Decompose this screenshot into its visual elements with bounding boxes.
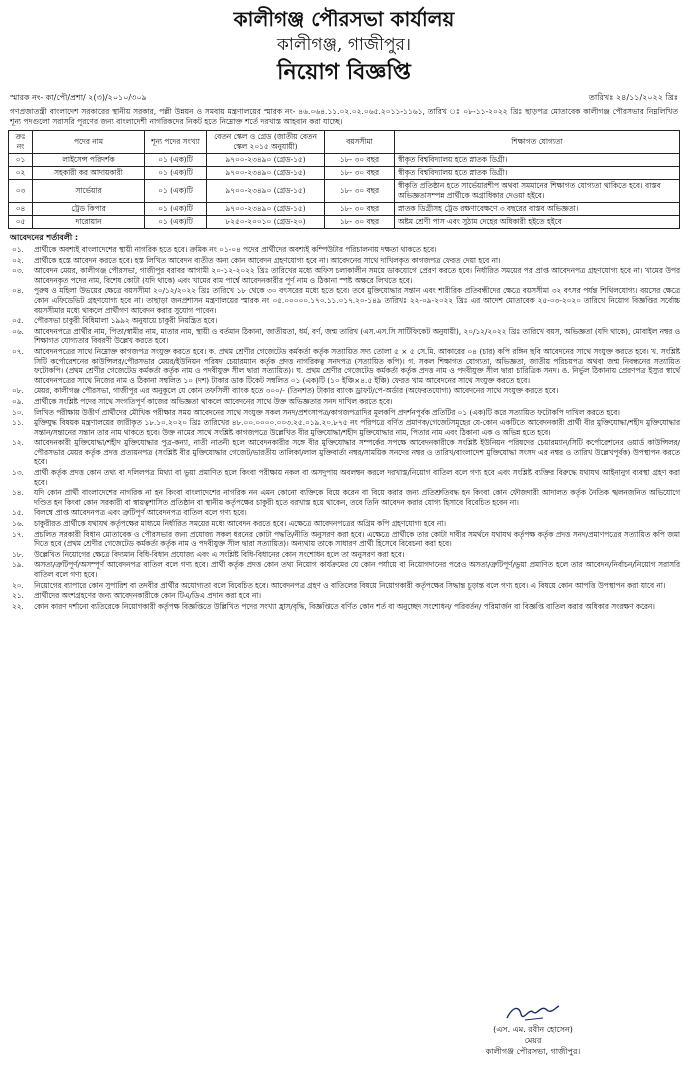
condition-text: পৌরসভা চাকুরী বিধিমালা ১৯৯২ অনুযায়ে চাকুরী নিয়ন্ত্রিত হবে। bbox=[34, 316, 218, 326]
intro-paragraph: গণপ্রজাতন্ত্রী বাংলাদেশ সরকারের স্থানীয় সরকার, পল্লী উন্নয়ন ও সমবায় মন্ত্রণালয়ের স্মারক নং- ৪৬.০৬৪.১১.০২.০২.০৬৫.২০১১-১১৬১, তারিখ ঃ ০৮-১১-২০২২ খ্রিঃ ছাড়পত্র মোতাবেক কালীগঞ্জ পৌরসভার নিম্নলিখিত শূন্য পদগুলো সরাসরি পূরণের জন্য বাংলাদেশী নাগরিকদের নিকট হতে নিম্নোক্ত শর্তে দরখাস্ত আহবান করা যাচ্ছে। bbox=[10, 107, 678, 126]
condition-item bbox=[8, 385, 680, 396]
condition-number: ১১. bbox=[12, 418, 24, 428]
condition-text: নিয়োগের ব্যাপারে কোন সুপারিশ বা তদবীর প্রার্থীর অযোগ্যতা বলে বিবেচিত হবে। আবেদনপত্র গ্রহণ ও বাতিলের বিষয়ে নিয়োগকারী কর্তৃপক্ষের সিদ্ধান্ত চূড়ান্ত বলে গণ্য হবে। এ বিষয়ে কোন আপত্তি উপস্থাপন করা যাবে না। bbox=[34, 580, 666, 590]
condition-text: যদি কোন প্রার্থী বাংলাদেশের নাগরিক না হন কিংবা বাংলাদেশের নাগরিক নন এমন কোনো ব্যক্তিকে বিয়ে করেন বা বিয়ে করার জন্য প্রতিশ্রুতিবদ্ধ হন কিংবা কোন ফৌজদারী আদালত কর্তৃক নৈতিক স্খলনজনিত অভিযোগে দণ্ডিত হন কিংবা কোন সরকারী বা স্বায়ত্বশাসিত প্রতিষ্ঠান বা স্থানীয় কর্তৃপক্ষের চাকুরী হতে বরখাস্ত হয়ে থাকেন, তবে তিনি আবেদন করার যোগ্য হিসাবে বিবেচিত হবেন না। bbox=[34, 488, 680, 507]
conditions-list bbox=[8, 244, 680, 611]
condition-number: ১৯. bbox=[12, 560, 24, 570]
cell-serial: ০২ bbox=[9, 167, 33, 180]
cell-qualification: স্বীকৃত বিশ্ববিদ্যালয় হতে স্নাতক ডিগ্রী। bbox=[395, 167, 680, 180]
col-qualification-header: শিক্ষাগত যোগ্যতা bbox=[395, 131, 680, 154]
cell-vacancy: ০১ (এক)টি bbox=[145, 180, 207, 203]
condition-item bbox=[8, 590, 680, 601]
condition-text: মুক্তিযুদ্ধ বিষয়ক মন্ত্রণালয়ের জারীকৃত ১৮.১০.২০২০ খ্রিঃ তারিখের ৪৮.০০.০০০০.০০৩.২৫.০১৯.২০.৮৭৫ নং পরিপত্রে বর্ণিত প্রমাণক/গেজেটসমূহের যে-কোন একটিতে আবেদনকারী প্রার্থী বীর মুক্তিযোদ্ধা/শহীদ মুক্তিযোদ্ধার সন্তান/সন্তানের সন্তান তার নাম থাকতে হবে। উক্ত নামের সাথে সংশ্লিষ্ট কাগজপত্রে উল্লেখিত বীর মুক্তিযোদ্ধা/শহীদ মুক্তিযোদ্ধার নাম, পিতার নাম এবং ঠিকানা এক ও অভিন্ন হতে হবে। bbox=[34, 418, 680, 437]
table-row bbox=[9, 180, 680, 203]
condition-number: ২২. bbox=[12, 601, 24, 611]
cell-vacancy: ০১ (এক)টি bbox=[145, 203, 207, 216]
condition-text: প্রার্থীদের অংশগ্রহণের জন্য আবেদনকারীকে কোন টিএ/ডিএ প্রদান করা হবে না। bbox=[34, 591, 262, 601]
cell-post-name: সহকারী কর আদায়কারী bbox=[33, 167, 145, 180]
condition-text: আবেদনপত্রের সাথে নিম্নোক্ত কাগজপত্র সংযুক্ত করতে হবে। ক. প্রথম শ্রেণীর গেজেটেড কর্মকর্তা কর্তৃক সত্যায়িত সদ্য তোলা ৫ × ৫ সে.মি. আকারের ০৪ (চার) কপি রঙ্গিন ছবি আবেদনের সাথে সংযুক্ত করতে হবে। খ. সংশ্লিষ্ট সিটি কর্পোরেশনের কাউন্সিলর/পৌরসভার মেয়র/ইউনিয়ন পরিষদ চেয়ারম্যান কর্তৃক প্রদত্ত নাগরিকত্ব সনদপত্র (সত্যায়িত কপি)। গ. সকল শিক্ষাগত যোগ্যতা, অভিজ্ঞতা, জাতীয় পরিচয়পত্র অথবা জন্ম নিবন্ধনের সত্যায়িত ফটোকপি। (প্রথম শ্রেণীর গেজেটেড কর্মকর্তা কর্তৃক নাম ও পদবীযুক্ত সীল দ্বারা সত্যায়িত)। ঘ. প্রথম শ্রেণীর গেজেটেড কর্মকর্তা কর্তৃক প্রদত্ত নাম ও পদবীযুক্ত সীল দ্বারা চারিত্রিক সনদ। ঙ. নির্ভুল ঠিকানায় প্রেরণপত্র ইস্যুর স্বার্থে আবেদনপত্রের সাথে নিজের নাম ও ঠিকানা সম্বলিত ১০ (দশ) টাকার ডাক টিকেট সম্বলিত ০১ (এক)টি (১০ ইঞ্চি×৪.৫ ইঞ্চি) ফেরত খাম আবেদনের সাথে সংযুক্ত করতে হবে। bbox=[34, 346, 680, 385]
condition-number: ১০. bbox=[12, 407, 24, 417]
cell-qualification: স্বীকৃত বিশ্ববিদ্যালয় হতে স্নাতক ডিগ্রী। bbox=[395, 154, 680, 167]
condition-item bbox=[8, 265, 680, 285]
condition-number: ১৬. bbox=[12, 519, 24, 529]
condition-number: ১৮. bbox=[12, 549, 24, 559]
condition-number: ০৪. bbox=[12, 286, 24, 296]
condition-text: লিখিত পরীক্ষায় উত্তীর্ণ প্রার্থীদের মৌখিক পরীক্ষার সময় আবেদনের সাথে সংযুক্ত সকল সনদ/প্রশংসাপত্র/কাগজপত্রাদির মূলকপি প্রদর্শনপূর্বক প্রতিটির ০১ (এক)টি করে সত্যায়িত ফটোকপি দাখিল করতে হবে। bbox=[34, 407, 620, 417]
condition-text: আবেদন মেয়র, কালীগঞ্জ পৌরসভা, গাজীপুর বরাবর আগামী ২০-১২-২০২২ খ্রিঃ তারিখের মধ্যে অফিস চলাকালীন সময়ে ডাকযোগে প্রেরণ করতে হবে। নির্ধারিত সময়ের পর প্রাপ্ত আবেদনপত্র গ্রহণযোগ্য হবে না। খামের উপর আবেদনকৃত পদের নাম, বিশেষ কোটা (যদি থাকে) এবং খামের বাম পার্শ্বে আবেদনকারীর পূর্ণ নাম ও ঠিকানা স্পষ্ট অক্ষরে লিখতে হবে। bbox=[34, 266, 680, 285]
condition-number: ১৭. bbox=[12, 529, 24, 539]
col-serial-header: ক্রঃ নং bbox=[9, 131, 33, 154]
condition-text: উল্লেখিত নিয়োগের ক্ষেত্রে বিদ্যমান বিধি-বিধান প্রযোজ্য এবং এ সংশ্লিষ্ট বিধি-বিধানের কোন সংশোধন হলে তা অনুসরণ করা হবে। bbox=[34, 549, 405, 559]
condition-item bbox=[8, 580, 680, 591]
condition-item bbox=[8, 285, 680, 315]
condition-text: অসত্য/ত্রুটিপূর্ণ/অসম্পূর্ণ আবেদনপত্র বাতিল বলে গণ্য হবে। প্রার্থী কর্তৃক প্রদত্ত কোন তথ্য নিয়োগ কার্যক্রমের যে কোন পর্যায়ে বা নিয়োগদানের পরেও অসত্য/ত্রুটিপূর্ণ/ভুয়া প্রমাণিত হলে তার আবেদন/নির্বাচন/নিয়োগ সরাসরি বাতিল বলে গণ্য হবে। bbox=[34, 560, 680, 579]
condition-number: ০৬. bbox=[12, 326, 24, 336]
condition-text: প্রার্থীকে অবশ্যই বাংলাদেশের স্থায়ী নাগরিক হতে হবে। ক্রমিক নং ০১-০৪ পদের প্রার্থীদের অবশ্যই কম্পিউটার পরিচালনায় দক্ষতা থাকতে হবে। bbox=[34, 245, 437, 254]
condition-item bbox=[8, 601, 680, 612]
memo-date: তারিখঃ ২৪/১১/২০২২ খ্রিঃ bbox=[588, 93, 678, 102]
condition-text: কোন কারণ দর্শানো ব্যতিরেকে নিয়োগকারী কর্তৃপক্ষ বিজ্ঞপ্তিতে উল্লিখিত পদের সংখ্যা হ্রাস/বৃদ্ধি, বিজ্ঞপ্তিতে বর্ণিত কোন শর্ত বা অনুচ্ছেদ সংশোধন/ পরিবর্তন/ পরিমার্জন বা বিজ্ঞপ্তি বাতিল করার অধিকার সংরক্ষণ করেন। bbox=[34, 601, 655, 611]
condition-number: ০৫. bbox=[12, 316, 24, 326]
condition-item bbox=[8, 529, 680, 549]
table-row bbox=[9, 167, 680, 180]
condition-item bbox=[8, 487, 680, 507]
condition-item bbox=[8, 255, 680, 266]
condition-item bbox=[8, 417, 680, 437]
condition-item bbox=[8, 518, 680, 529]
cell-post-name: সার্ভেয়ার bbox=[33, 180, 145, 203]
conditions-heading: আবেদনের শর্তাবলী : bbox=[10, 233, 79, 242]
condition-number: ১৫. bbox=[12, 508, 24, 518]
cell-pay-scale: ৯৭০০-২৩৪৯০ (গ্রেড-১৫) bbox=[207, 203, 325, 216]
condition-number: ১২. bbox=[12, 438, 24, 448]
condition-text: প্রার্থীকে হস্তে আবেদন করতে হবে। হস্ত লিখিত আবেদন ব্যতীত অন্য কোন আবেদন গ্রহণযোগ্য হবে না। আবেদনের সাথে দাখিলকৃত কাগজপত্র ফেরত দেয়া হবে না। bbox=[34, 255, 501, 265]
cell-age-limit: ১৮- ৩০ বছর bbox=[325, 167, 395, 180]
table-row bbox=[9, 203, 680, 216]
condition-item bbox=[8, 326, 680, 346]
cell-pay-scale: ৯৭০০-২৩৪৯০ (গ্রেড-১৫) bbox=[207, 167, 325, 180]
table-row bbox=[9, 216, 680, 229]
signatory-office: কালীগঞ্জ পৌরসভা, গাজীপুর। bbox=[485, 1047, 581, 1056]
cell-post-name: ট্রেড কিপার bbox=[33, 203, 145, 216]
office-heading: কালীগঞ্জ পৌরসভা কার্যালয় bbox=[233, 7, 455, 31]
cell-vacancy: ০১ (এক)টি bbox=[145, 167, 207, 180]
vacancy-table-body bbox=[9, 154, 680, 229]
condition-number: ২০. bbox=[12, 580, 24, 590]
memo-number: স্মারক নং- কা/পৌ/প্রশা/ ২(৩)/২০১০/৩০৯ bbox=[10, 93, 147, 102]
condition-number: ১৩. bbox=[12, 468, 24, 478]
cell-post-name: দারোয়ান bbox=[33, 216, 145, 229]
col-post-header: পদের নাম bbox=[33, 131, 145, 154]
office-location: কালীগঞ্জ, গাজীপুর। bbox=[277, 35, 411, 55]
condition-text: প্রার্থীকে সংশ্লিষ্ট পদের সাথে সংগতিপূর্ণ কাজের অভিজ্ঞতা থাকলে আবেদনের সাথে উক্ত অভিজ্ঞতার সনদ দাখিল করতে হবে। bbox=[34, 396, 393, 406]
cell-qualification: স্বীকৃতি প্রতিষ্ঠান হতে সার্ভেয়ারশীপ অথবা সমমানের শিক্ষাগত যোগ্যতা থাকিতে হবে। বাস্তব অভিজ্ঞতাসম্পন্ন প্রার্থীকে অগ্রাধিকার দেওয়া হইবে। bbox=[395, 180, 680, 203]
cell-age-limit: ১৮- ৩০ বছর bbox=[325, 180, 395, 203]
condition-number: ০২. bbox=[12, 255, 24, 265]
vacancy-table bbox=[8, 130, 680, 229]
cell-pay-scale: ৯৭০০-২৩৪৯০ (গ্রেড-১৫) bbox=[207, 180, 325, 203]
notice-title: নিয়োগ বিজ্ঞপ্তি bbox=[277, 59, 411, 85]
condition-item bbox=[8, 407, 680, 418]
signatory-designation: মেয়র bbox=[524, 1036, 542, 1045]
cell-qualification: অষ্টম শ্রেণী পাস এবং সুঠাম দেহের অধিকারী হইতে হইবে bbox=[395, 216, 680, 229]
condition-text: চাকুরীরত প্রার্থীকে যথাযথ কর্তৃপক্ষের মাধ্যমে নির্ধারিত সময়ের মধ্যে আবেদন করতে হবে। এক্ষেত্রে আবেদনপত্রের অগ্রিম কপি গ্রহণযোগ্য হবে না। bbox=[34, 519, 446, 529]
cell-age-limit: ১৮- ৩০ বছর bbox=[325, 216, 395, 229]
signature-block bbox=[448, 1002, 618, 1057]
cell-serial: ০১ bbox=[9, 154, 33, 167]
cell-serial: ০৪ bbox=[9, 203, 33, 216]
condition-number: ০৮. bbox=[12, 386, 24, 396]
table-row bbox=[9, 154, 680, 167]
cell-serial: ০৩ bbox=[9, 180, 33, 203]
handwritten-signature bbox=[448, 1002, 618, 1024]
condition-item bbox=[8, 396, 680, 407]
cell-post-name: লাইসেন্স পরিদর্শক bbox=[33, 154, 145, 167]
condition-number: ০৭. bbox=[12, 346, 24, 356]
col-vacancy-header: শূন্য পদের সংখ্যা bbox=[145, 131, 207, 154]
cell-serial: ০৫ bbox=[9, 216, 33, 229]
col-age-header: বয়সসীমা bbox=[325, 131, 395, 154]
condition-text: বিলম্বে প্রাপ্ত আবেদনপত্র এবং ত্রুটিপূর্ণ আবেদনপত্র বাতিল বলে গণ্য হবে। bbox=[34, 508, 247, 518]
cell-vacancy: ০১ (এক)টি bbox=[145, 216, 207, 229]
condition-item bbox=[8, 315, 680, 326]
cell-vacancy: ০১ (এক)টি bbox=[145, 154, 207, 167]
condition-item bbox=[8, 559, 680, 579]
condition-number: ০৩. bbox=[12, 266, 24, 276]
condition-item bbox=[8, 437, 680, 467]
condition-number: ১৪. bbox=[12, 488, 24, 498]
condition-text: পুরুষ ও মহিলা উভয়ের ক্ষেত্রে বয়সসীমা ২০/১২/২০২২ খ্রিঃ তারিখে ১৮ থেকে ৩০ বৎসরের মধ্যে হতে হবে। তবে মুক্তিযোদ্ধার সন্তান এবং শারীরিক প্রতিবন্ধীদের ক্ষেত্রে বয়সসীমা ৩২ বৎসর পর্যন্ত শিথিলযোগ্য। বয়সের ক্ষেত্রে কোন এফিডেভিট গ্রহণযোগ্য হবে না। তাছাড়া জনপ্রশাসন মন্ত্রণালয়ের স্মারক নং ০৫.০০০০০.১৭০.১১.০১৭.২০-১৪৯ তারিখঃ ২২-০৯-২০২২ খ্রিঃ এর আদেশ মোতাবেক ২৫-০৩-২০২০ তারিখে নিয়োগ বিজ্ঞপ্তির সর্বোচ্চ বয়সসীমার মধ্যে থাকলে প্রার্থীগণ আবেদন করার সুযোগ পাবেন। bbox=[34, 286, 680, 315]
cell-pay-scale: ৯৭০০-২৩৪৯০ (গ্রেড-১৫) bbox=[207, 154, 325, 167]
condition-number: ০৯. bbox=[12, 396, 24, 406]
condition-item bbox=[8, 244, 680, 255]
condition-number: ২১. bbox=[12, 591, 24, 601]
cell-qualification: স্নাতক ডিগ্রীসহ ট্রেড রক্ষণাবেক্ষণে ৩ বছরের বাস্তব অভিজ্ঞতা। bbox=[395, 203, 680, 216]
cell-age-limit: ১৮- ৩০ বছর bbox=[325, 154, 395, 167]
table-header-row bbox=[9, 131, 680, 154]
condition-item bbox=[8, 549, 680, 560]
condition-item bbox=[8, 346, 680, 385]
condition-text: মেয়র, কালীগঞ্জ পৌরসভা, গাজীপুর এর অনুকূলে যে কোন তফসিলী ব্যাংক হতে ৩০০/- (তিনশত) টাকার ব্যাংক ড্রাফট/পে-অর্ডার (অফেরতযোগ্য) আবেদনের সাথে সংযুক্ত করতে হবে। bbox=[34, 386, 559, 396]
cell-pay-scale: ৮২৫০-২০০১০ (গ্রেড-২০) bbox=[207, 216, 325, 229]
condition-text: আবেদনকারী মুক্তিযোদ্ধা/শহীদ মুক্তিযোদ্ধার পুত্র-কন্যা, নাতী নাতনী হলে আবেদনকারীর সঙ্গে বীর মুক্তিযোদ্ধার সম্পর্কের সপক্ষে আবেদনকারীকে সংশ্লিষ্ট ইউনিয়ন পরিষদের চেয়ারম্যান/সিটি কর্পোরেশনের ওয়ার্ড কাউন্সিলর/পৌরসভার মেয়র কর্তৃক প্রদত্ত প্রত্যয়নপত্র (সংশ্লিষ্ট বীর মুক্তিযোদ্ধার গেজেট/ভারতীয় তালিকা/লাল মুক্তিবার্তা নম্বর/সাময়িক সনদের নম্বর ও তারিখ/বাংলাদেশ মুক্তিযোদ্ধা সংসদ এর নম্বর ও তারিখ উল্লেখপূর্বক) উপস্থাপন করতে হবে। bbox=[34, 438, 680, 467]
condition-text: প্রচলিত সরকারী বিধান মোতাবেক ও পৌরসভার জন্য প্রযোজ্য সকল ধরনের কোটা পদ্ধতি/নীতি অনুসরণ করা হবে। এক্ষেত্রে প্রার্থীকে তার কোটা দাবীর সমর্থনে যথাযথ কর্তৃপক্ষ কর্তৃক প্রদত্ত সনদ/প্রমাণপত্রের সত্যায়িত কপি জমা দিতে হবে (প্রথম শ্রেণীর গেজেটেড কর্মকর্তা কর্তৃক নাম ও পদবীযুক্ত সীল দ্বারা সত্যায়িত)। অন্যথায় তাকে সাধারণ প্রার্থী হিসেবে বিবেচনা করা হবে। bbox=[34, 529, 680, 549]
condition-item bbox=[8, 467, 680, 487]
memo-line bbox=[8, 92, 680, 103]
cell-age-limit: ১৮- ৩০ বছর bbox=[325, 203, 395, 216]
signatory-name: (এস. এম. রবীন হোসেন) bbox=[493, 1025, 573, 1034]
condition-text: আবেদনপত্রে প্রার্থীর নাম, পিতা/স্বামীর নাম, মাতার নাম, স্থায়ী ও বর্তমান ঠিকানা, জাতীয়তা, ধর্ম, বর্ণ, জন্ম তারিখ (এস.এস.সি সার্টিফিকেট অনুযায়ী), ২০/১২/২০২২ খ্রিঃ তারিখে বয়স, অভিজ্ঞতা (যদি থাকে), মোবাইল নম্বর ও শিক্ষাগত যোগ্যতার বিবরণী উল্লেখ করতে হবে। bbox=[34, 326, 680, 346]
condition-item bbox=[8, 507, 680, 518]
condition-number: ০১. bbox=[12, 245, 24, 254]
col-scale-header: বেতন স্কেল ও গ্রেড (জাতীয় বেতন স্কেল ২০১৫ অনুযায়ী) bbox=[207, 131, 325, 154]
condition-text: প্রার্থী কর্তৃক প্রদত্ত কোন তথ্য বা দলিলপত্র মিথ্যা বা ভুয়া প্রমাণিত হলে কিংবা পরীক্ষায় নকল বা অসদুপায় অবলম্বন করলে দরখাস্ত/নিয়োগ বাতিল বলে গণ্য হবে এবং সংশ্লিষ্ট ব্যক্তির বিরুদ্ধে যথাযথ আইনানুগ ব্যবস্থা গ্রহণ করা হবে। bbox=[34, 468, 680, 487]
